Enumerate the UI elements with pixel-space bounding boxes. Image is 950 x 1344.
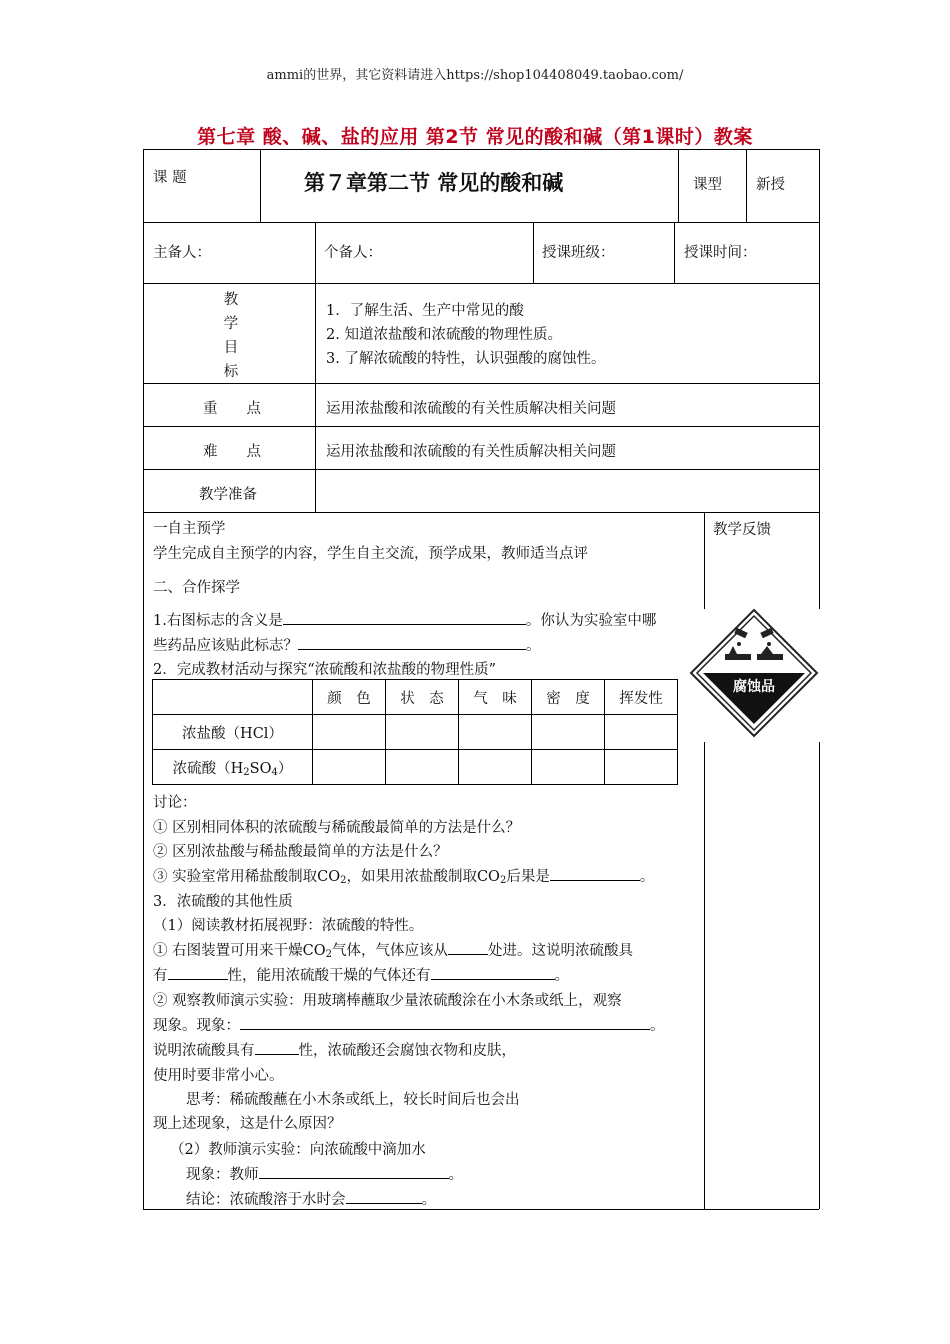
question-3-2: （2）教师演示实验：向浓硫酸中滴加水 (170, 1142, 426, 1158)
question-3-1: （1）阅读教材拓展视野：浓硫酸的特性。 (153, 918, 424, 934)
answer-blank[interactable] (283, 610, 526, 625)
experiment-3: ② 观察教师演示实验：用玻璃棒蘸取少量浓硫酸涂在小木条或纸上，观察 (153, 993, 622, 1009)
goals-label: 教 学 目 标 (223, 292, 239, 380)
col-header: 密 度 (532, 680, 605, 715)
discussion-label: 讨论： (153, 795, 197, 811)
main-preparer-label: 主备人： (153, 245, 211, 261)
experiment-1: ① 右图装置可用来干燥$CO_2$气体，气体应该从 处进。这说明浓硫酸具 (153, 939, 633, 960)
answer-blank[interactable] (448, 940, 488, 955)
section-1-text: 学生完成自主预学的内容，学生自主交流，预学成果，教师适当点评 (153, 546, 588, 562)
question-1b: 些药品应该贴此标志？ 。 (153, 634, 541, 655)
difficult-point-text: 运用浓盐酸和浓硫酸的有关性质解决相关问题 (326, 444, 616, 460)
row-label-h2so4: 浓硫酸$(H_2SO_4)$ (153, 750, 313, 785)
preparation-label: 教学准备 (199, 487, 257, 503)
table-cell[interactable] (313, 750, 386, 785)
answer-blank[interactable] (255, 1040, 299, 1055)
sign-label: 腐蚀品 (733, 679, 775, 695)
discussion-item: ③ 实验室常用稀盐酸制取$CO_2$，如果用浓盐酸制取$CO_2$后果是 。 (153, 865, 654, 886)
topic-label: 课 题 (153, 170, 187, 186)
table-cell[interactable] (459, 715, 532, 750)
experiment-5: 说明浓硫酸具有 性，浓硫酸还会腐蚀衣物和皮肤， (153, 1039, 516, 1060)
key-point-label: 重 点 (203, 401, 261, 417)
table-cell[interactable] (605, 750, 678, 785)
table-cell[interactable] (532, 750, 605, 785)
answer-blank[interactable] (346, 1189, 422, 1204)
class-label: 授课班级： (542, 245, 615, 261)
think-2: 现上述现象，这是什么原因？ (153, 1116, 342, 1132)
difficult-point-label: 难 点 (203, 444, 261, 460)
goal-item: 2. 知道浓盐酸和浓硫酸的物理性质。 (326, 327, 562, 343)
table-cell[interactable] (459, 750, 532, 785)
experiment-4: 现象。现象： 。 (153, 1014, 665, 1035)
question-3: 3．浓硫酸的其他性质 (153, 894, 293, 910)
document-title: 第七章 酸、碱、盐的应用 第2节 常见的酸和碱（第1课时）教案 (197, 126, 753, 148)
answer-blank[interactable] (259, 1164, 449, 1179)
page-header: ammi的世界，其它资料请进入https://shop104408049.taobao.com/ (266, 68, 684, 83)
experiment-6: 使用时要非常小心。 (153, 1068, 284, 1084)
answer-blank[interactable] (240, 1015, 650, 1030)
topic-value: 第７章第二节 常见的酸和碱 (304, 171, 564, 195)
observation: 现象：教师 。 (186, 1163, 463, 1184)
feedback-label: 教学反馈 (713, 522, 771, 538)
experiment-2: 有 性，能用浓硫酸干燥的气体还有 。 (153, 964, 569, 985)
question-2: 2．完成教材活动与探究“浓硫酸和浓盐酸的物理性质” (153, 662, 497, 678)
table-cell[interactable] (386, 750, 459, 785)
row-label-hcl: 浓盐酸（HCl） (153, 715, 313, 750)
discussion-item: ② 区别浓盐酸与稀盐酸最简单的方法是什么？ (153, 844, 448, 860)
think-1: 思考：稀硫酸蘸在小木条或纸上，较长时间后也会出 (186, 1092, 520, 1108)
table-cell[interactable] (532, 715, 605, 750)
question-1a: 1.右图标志的含义是 。你认为实验室中哪 (153, 609, 656, 630)
table-cell[interactable] (386, 715, 459, 750)
answer-blank[interactable] (168, 965, 228, 980)
key-point-text: 运用浓盐酸和浓硫酸的有关性质解决相关问题 (326, 401, 616, 417)
table-cell[interactable] (605, 715, 678, 750)
physical-properties-table (152, 679, 678, 785)
section-2-title: 二、合作探学 (153, 580, 240, 596)
individual-preparer-label: 个备人： (324, 245, 382, 261)
col-header: 气 味 (459, 680, 532, 715)
answer-blank[interactable] (550, 866, 640, 881)
discussion-item: ① 区别相同体积的浓硫酸与稀硫酸最简单的方法是什么？ (153, 820, 521, 836)
corrosive-hazard-icon (689, 608, 819, 738)
answer-blank[interactable] (431, 965, 555, 980)
conclusion: 结论：浓硫酸溶于水时会 。 (186, 1188, 436, 1209)
goal-item: 1．了解生活、生产中常见的酸 (326, 303, 524, 319)
goal-item: 3. 了解浓硫酸的特性，认识强酸的腐蚀性。 (326, 351, 606, 367)
col-header: 颜 色 (313, 680, 386, 715)
col-header: 状 态 (386, 680, 459, 715)
col-header: 挥发性 (605, 680, 678, 715)
section-1-title: 一自主预学 (153, 521, 226, 537)
time-label: 授课时间： (684, 245, 757, 261)
lesson-type-value: 新授 (756, 177, 785, 193)
lesson-type-label: 课型 (693, 177, 722, 193)
answer-blank[interactable] (298, 635, 526, 650)
corrosive-hazard-sign (689, 608, 819, 738)
table-cell[interactable] (313, 715, 386, 750)
